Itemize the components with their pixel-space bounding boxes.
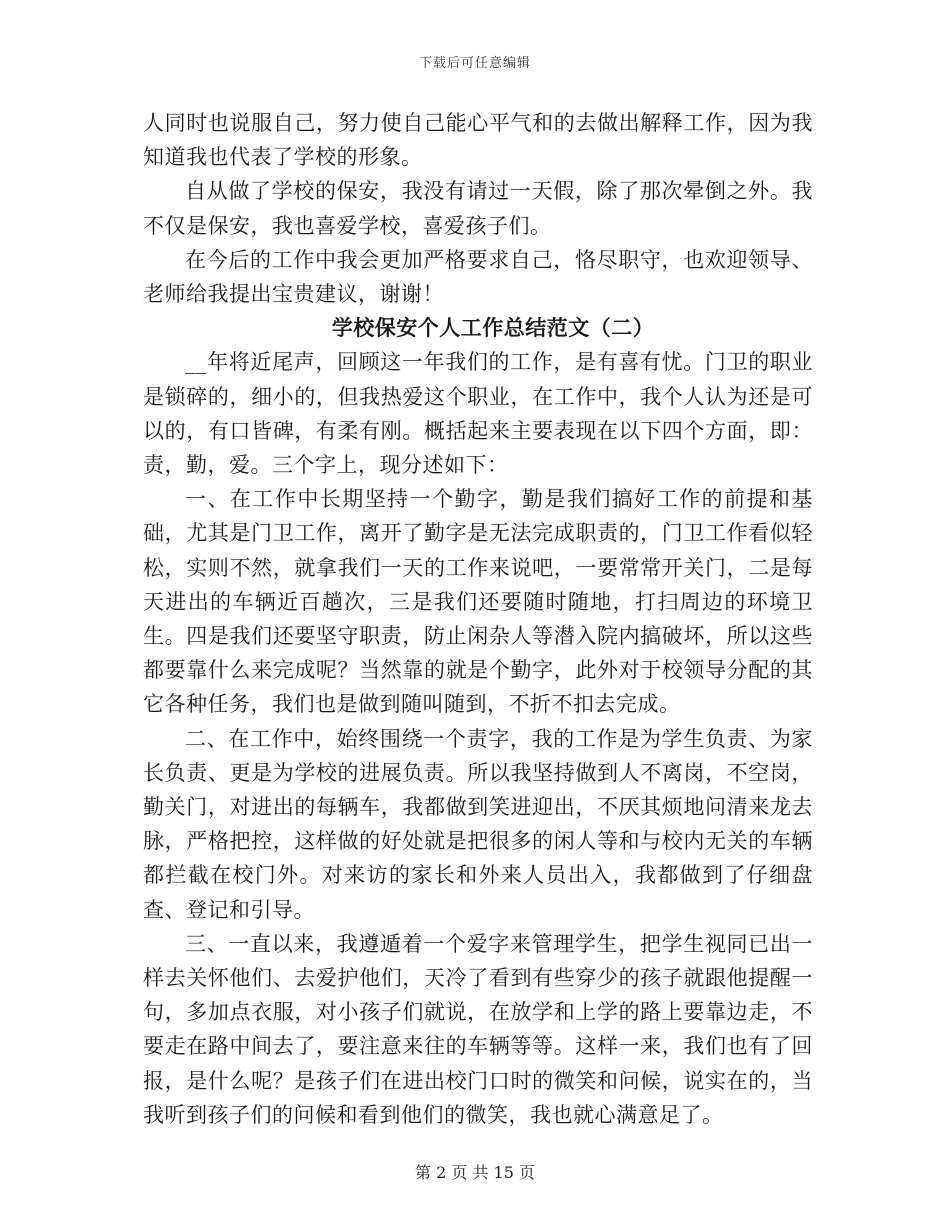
paragraph: 自从做了学校的保安，我没有请过一天假，除了那次晕倒之外。我不仅是保安，我也喜爱学校，喜爱孩子们。 [143,179,813,238]
page-number: 第 2 页 共 15 页 [415,1163,535,1182]
paragraph: 在今后的工作中我会更加严格要求自己，恪尽职守，也欢迎领导、老师给我提出宝贵建议，谢谢！ [143,247,813,307]
paragraph: __年将近尾声，回顾这一年我们的工作，是有喜有忧。门卫的职业是锁碎的，细小的，但我热爱这个职业，在工作中，我个人认为还是可以的，有口皆碑，有柔有刚。概括起来主要表现在以下四个方面，即：责，勤，爱。三个字上，现分述如下： [143,350,813,478]
paragraph: 三、一直以来，我遵遁着一个爱字来管理学生，把学生视同已出一样去关怀他们、去爱护他们，天冷了看到有些穿少的孩子就跟他提醒一句，多加点衣服，对小孩子们就说，在放学和上学的路上要靠边走，不要走在路中间去了，要注意来往的车辆等等。这样一来，我们也有了回报，是什么呢？是孩子们在进出校门口时的微笑和问候，说实在的，当我听到孩子们的问候和看到他们的微笑，我也就心满意足了。 [143,931,813,1127]
page-header-note: 下载后可任意编辑 [418,56,531,71]
document-body [143,106,813,1132]
section-title: 学校保安个人工作总结范文（二） [331,315,655,341]
paragraph-continuation: 人同时也说服自己，努力使自己能心平气和的去做出解释工作，因为我知道我也代表了学校的形象。 [143,111,813,170]
paragraph: 一、在工作中长期坚持一个勤字，勤是我们搞好工作的前提和基础，尤其是门卫工作，离开了勤字是无法完成职责的，门卫工作看似轻松，实则不然，就拿我们一天的工作来说吧，一要常常开关门，二是每天进出的车辆近百趟次，三是我们还要随时随地，打扫周边的环境卫生。四是我们还要坚守职责，防止闲杂人等潜入院内搞破坏，所以这些都要靠什么来完成呢？当然靠的就是个勤字，此外对于校领导分配的其它各种任务，我们也是做到随叫随到，不折不扣去完成。 [143,487,813,717]
paragraph: 二、在工作中，始终围绕一个责字，我的工作是为学生负责、为家长负责、更是为学校的进展负责。所以我坚持做到人不离岗，不空岗，勤关门，对进出的每辆车，我都做到笑进迎出，不厌其烦地问清来龙去脉，严格把控，这样做的好处就是把很多的闲人等和与校内无关的车辆都拦截在校门外。对来访的家长和外来人员出入，我都做到了仔细盘查、登记和引导。 [143,726,813,922]
